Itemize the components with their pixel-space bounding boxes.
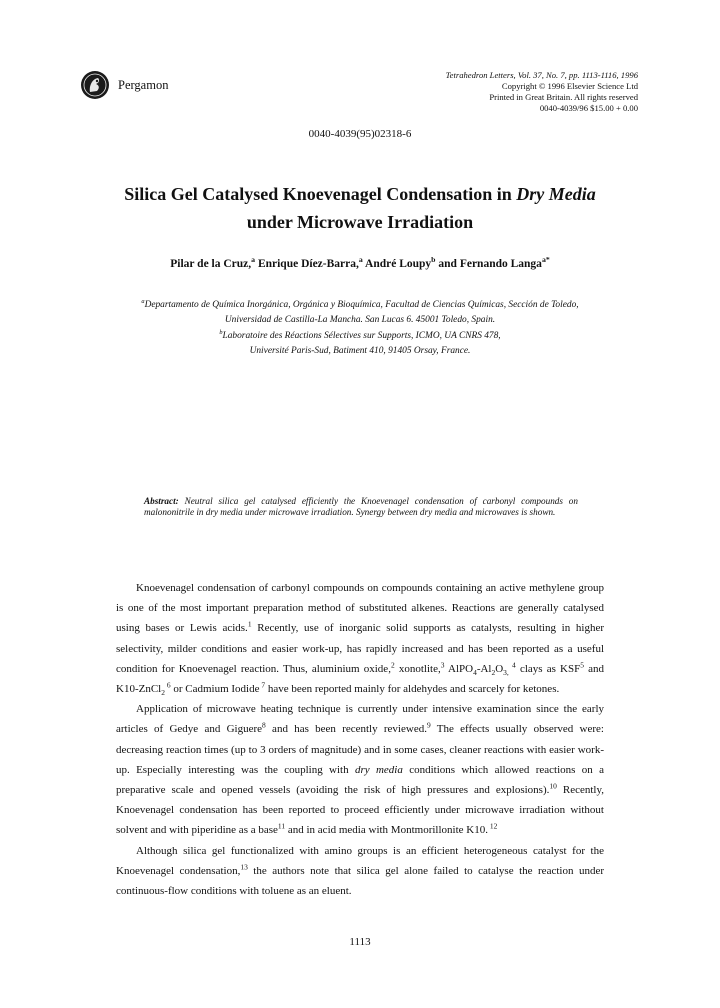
price-line: 0040-4039/96 $15.00 + 0.00: [539, 103, 638, 113]
paper-title: [0, 180, 720, 236]
copyright-line: Copyright © 1996 Elsevier Science Ltd: [501, 81, 638, 91]
printed-line: Printed in Great Britain. All rights reserved: [489, 92, 638, 102]
affiliation-b-line-2: Université Paris-Sud, Batiment 410, 91405 Orsay, France.: [249, 346, 471, 357]
journal-info: [446, 70, 638, 114]
title-italic: Dry Media: [516, 184, 596, 204]
paragraph-1: Knoevenagel condensation of carbonyl compounds on compounds containing an active methylene group is one of the most important preparation method of substituted alkenes. Reactions are generally catalysed using bases or Lewis acids.$^1$ Recently, use of inorganic solid supports as catalysts, resulting in higher selectivity, milder conditions and easier work-up, has rapidly increased and has been reported as a useful condition for Knoevenagel reaction. Thus, aluminium oxide,$^2$ xonotlite,$^3$ $AlPO_4-Al_2O_{3,}$ $^4$ clays as KSF$^5$ and K10-ZnCl$_2$ $^6$ or Cadmium Iodide $^7$ have been reported mainly for aldehydes and scarcely for ketones.: [116, 582, 605, 698]
affiliations: [0, 298, 720, 360]
paragraph-3: Although silica gel functionalized with amino groups is an efficient heterogeneous catalyst for the Knoevenagel condensation,$^{13}$ the authors note that silica gel alone failed to catalyse the reaction under continuous-flow conditions with toluene as an eluent.: [116, 844, 604, 898]
abstract-label: Abstract:: [144, 496, 179, 506]
paragraph-2: Application of microwave heating technique is currently under intensive examination since the early articles of Gedye and Giguere$^8$ and has been recently reviewed.$^9$ The effects usually observed were: decreasing reaction times (up to 3 orders of magnitude) and in some cases, cleaner reactions with easier work-up. Especially interesting was the coupling with dry media conditions which allowed reactions on a preparative scale and opened vessels (avoiding the risk of high pressures and explosions).$^{10}$ Recently, Knoevenagel condensation has been reported to proceed efficiently under microwave irradiation without solvent and with piperidine as a base$^{11}$ and in acid media with Montmorillonite K10. $^{12}$: [116, 703, 605, 837]
pergamon-logo-icon: [80, 70, 110, 100]
affiliation-b-line-1: $^b$Laboratoire des Réactions Sélectives sur Supports, ICMO, UA CNRS 478,: [219, 328, 501, 341]
abstract: [144, 496, 578, 518]
author-list: Pilar de la Cruz,$^a$ Enrique Díez-Barra,$^a$ André Loupy$^b$ and Fernando Langa$^{a*}$: [170, 255, 550, 270]
body-text: [116, 578, 604, 901]
doi-code: 0040-4039(95)02318-6: [308, 128, 412, 140]
page-number: 1113: [349, 936, 371, 948]
publisher-name: Pergamon: [118, 78, 169, 92]
title-line-2: under Microwave Irradiation: [246, 212, 474, 232]
journal-citation: Tetrahedron Letters, Vol. 37, No. 7, pp. 1113-1116, 1996: [445, 70, 638, 80]
affiliation-a-line-1: $^a$Departamento de Química Inorgánica, Orgánica y Bioquímica, Facultad de Ciencias Químicas, Sección de Toledo,: [141, 297, 579, 310]
affiliation-a-line-2: Universidad de Castilla-La Mancha. San Lucas 6. 45001 Toledo, Spain.: [224, 315, 496, 326]
title-line-1: Silica Gel Catalysed Knoevenagel Condensation in Dry Media: [124, 184, 596, 204]
abstract-text: Neutral silica gel catalysed efficiently the Knoevenagel condensation of carbonyl compounds on malononitrile in dry media under microwave irradiation. Synergy between dry media and microwaves is shown.: [144, 496, 578, 518]
